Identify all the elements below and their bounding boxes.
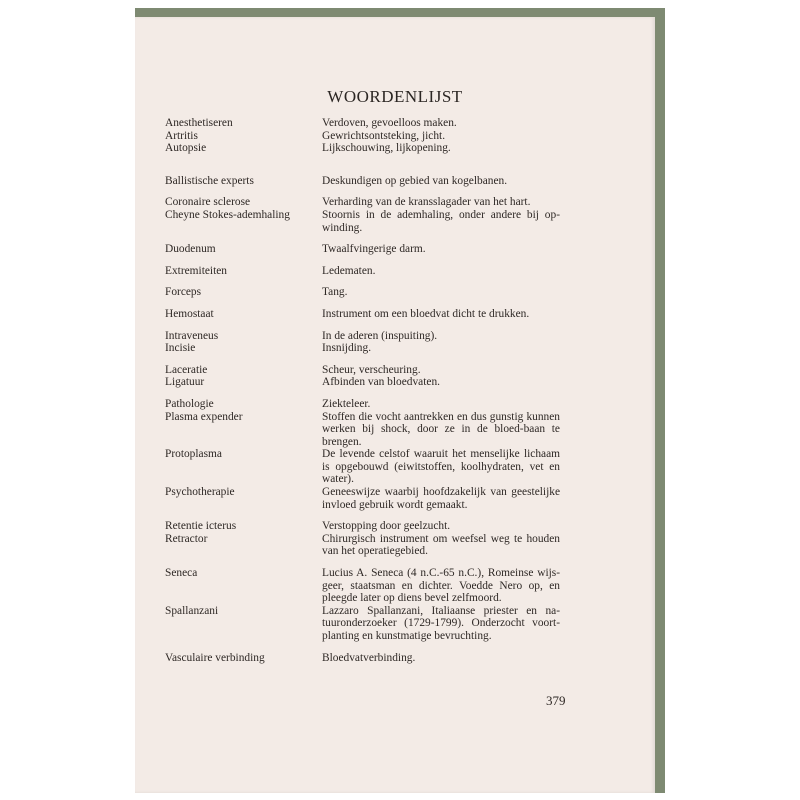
glossary-term: Pathologie	[165, 397, 214, 410]
glossary-definition: Geneeswijze waarbij hoofdzakelijk van geestelijke invloed gebruik wordt gemaakt.	[322, 486, 560, 511]
glossary-term: Forceps	[165, 286, 202, 299]
glossary-term: Retentie icterus	[165, 520, 237, 533]
glossary-term: Extremiteiten	[165, 264, 227, 277]
glossary-entry	[165, 243, 605, 256]
glossary-definition: Lazzaro Spallanzani, Italiaanse priester en na-tuuronderzoeker (1729-1799). Onderzocht voort-planting en kunstmatige bevruchting.	[322, 604, 560, 642]
glossary-term: Autopsie	[165, 142, 207, 155]
glossary-entry	[165, 376, 605, 389]
glossary-group	[165, 567, 605, 643]
glossary-entry	[165, 142, 605, 155]
glossary-term: Hemostaat	[165, 307, 214, 320]
glossary-term: Seneca	[165, 567, 198, 580]
glossary-entry	[165, 286, 605, 299]
glossary-term: Laceratie	[165, 363, 208, 376]
glossary-term: Cheyne Stokes-ademhaling	[165, 208, 290, 221]
book-page	[135, 17, 655, 793]
glossary-entry	[165, 520, 605, 533]
glossary-definition: Deskundigen op gebied van kogelbanen.	[322, 174, 508, 187]
glossary-definition: Ledematen.	[322, 264, 376, 277]
glossary-term: Duodenum	[165, 243, 216, 256]
glossary-definition: Stoornis in de ademhaling, onder andere bij op-winding.	[322, 208, 560, 234]
glossary-term: Psychotherapie	[165, 486, 235, 499]
glossary-group	[165, 196, 605, 234]
glossary-group	[165, 652, 605, 665]
glossary-entry	[165, 175, 605, 188]
glossary-list	[165, 117, 605, 673]
glossary-definition: Verharding van de kransslagader van het hart.	[322, 196, 531, 209]
glossary-definition: Verdoven, gevoelloos maken.	[322, 117, 457, 129]
glossary-entry	[165, 411, 605, 449]
glossary-definition: Tang.	[322, 286, 348, 299]
glossary-entry	[165, 486, 605, 511]
glossary-definition: Twaalfvingerige darm.	[322, 243, 426, 256]
glossary-entry	[165, 308, 605, 321]
glossary-entry	[165, 196, 605, 209]
glossary-term: Retractor	[165, 532, 208, 545]
glossary-definition: Ziekteleer.	[322, 397, 371, 410]
glossary-term: Protoplasma	[165, 448, 222, 461]
glossary-definition: Lucius A. Seneca (4 n.C.-65 n.C.), Romeinse wijs-geer, staatsman en dichter. Voedde Nero op, en pleegde later op diens bevel zelfmoord.	[322, 567, 560, 605]
glossary-definition: Afbinden van bloedvaten.	[322, 376, 440, 389]
glossary-group	[165, 286, 605, 299]
glossary-term: Coronaire sclerose	[165, 196, 251, 209]
glossary-definition: De levende celstof waaruit het menselijke lichaam is opgebouwd (eiwitstoffen, koolhydraten, vet en water).	[322, 448, 560, 486]
glossary-term: Incisie	[165, 342, 196, 355]
glossary-entry	[165, 209, 605, 234]
glossary-entry	[165, 364, 605, 377]
glossary-definition: Scheur, verscheuring.	[322, 363, 421, 376]
glossary-entry	[165, 342, 605, 355]
glossary-term: Plasma expender	[165, 410, 243, 423]
glossary-group	[165, 398, 605, 511]
glossary-definition: Verstopping door geelzucht.	[322, 520, 451, 533]
glossary-group	[165, 364, 605, 389]
glossary-group	[165, 243, 605, 256]
glossary-entry	[165, 398, 605, 411]
glossary-definition: Bloedvatverbinding.	[322, 651, 416, 664]
glossary-definition: In de aderen (inspuiting).	[322, 329, 438, 342]
glossary-term: Intraveneus	[165, 329, 219, 342]
glossary-entry	[165, 448, 605, 486]
glossary-definition: Gewrichtsontsteking, jicht.	[322, 129, 446, 142]
glossary-term: Anesthetiseren	[165, 117, 233, 129]
glossary-term: Artritis	[165, 129, 198, 142]
glossary-group	[165, 520, 605, 558]
glossary-term: Spallanzani	[165, 604, 219, 617]
glossary-entry	[165, 567, 605, 605]
glossary-definition: Insnijding.	[322, 342, 372, 355]
glossary-term: Ligatuur	[165, 376, 205, 389]
glossary-term: Ballistische experts	[165, 174, 254, 187]
glossary-entry	[165, 265, 605, 278]
glossary-definition: Lijkschouwing, lijkopening.	[322, 142, 451, 155]
glossary-group	[165, 308, 605, 321]
glossary-definition: Chirurgisch instrument om weefsel weg te houden van het operatiegebied.	[322, 532, 560, 558]
glossary-entry	[165, 117, 605, 130]
glossary-entry	[165, 533, 605, 558]
glossary-entry	[165, 130, 605, 143]
glossary-definition: Stoffen die vocht aantrekken en dus gunstig kunnen werken bij shock, door ze in de bloed-baan te brengen.	[322, 410, 560, 448]
glossary-entry	[165, 605, 605, 643]
glossary-group	[165, 265, 605, 278]
glossary-group	[165, 330, 605, 355]
glossary-term: Vasculaire verbinding	[165, 651, 265, 664]
page-number: 379	[546, 693, 566, 708]
glossary-group	[165, 175, 605, 188]
glossary-entry	[165, 652, 605, 665]
page-title: WOORDENLIJST	[327, 87, 463, 106]
glossary-group	[165, 117, 605, 155]
glossary-entry	[165, 330, 605, 343]
glossary-definition: Instrument om een bloedvat dicht te drukken.	[322, 307, 530, 320]
